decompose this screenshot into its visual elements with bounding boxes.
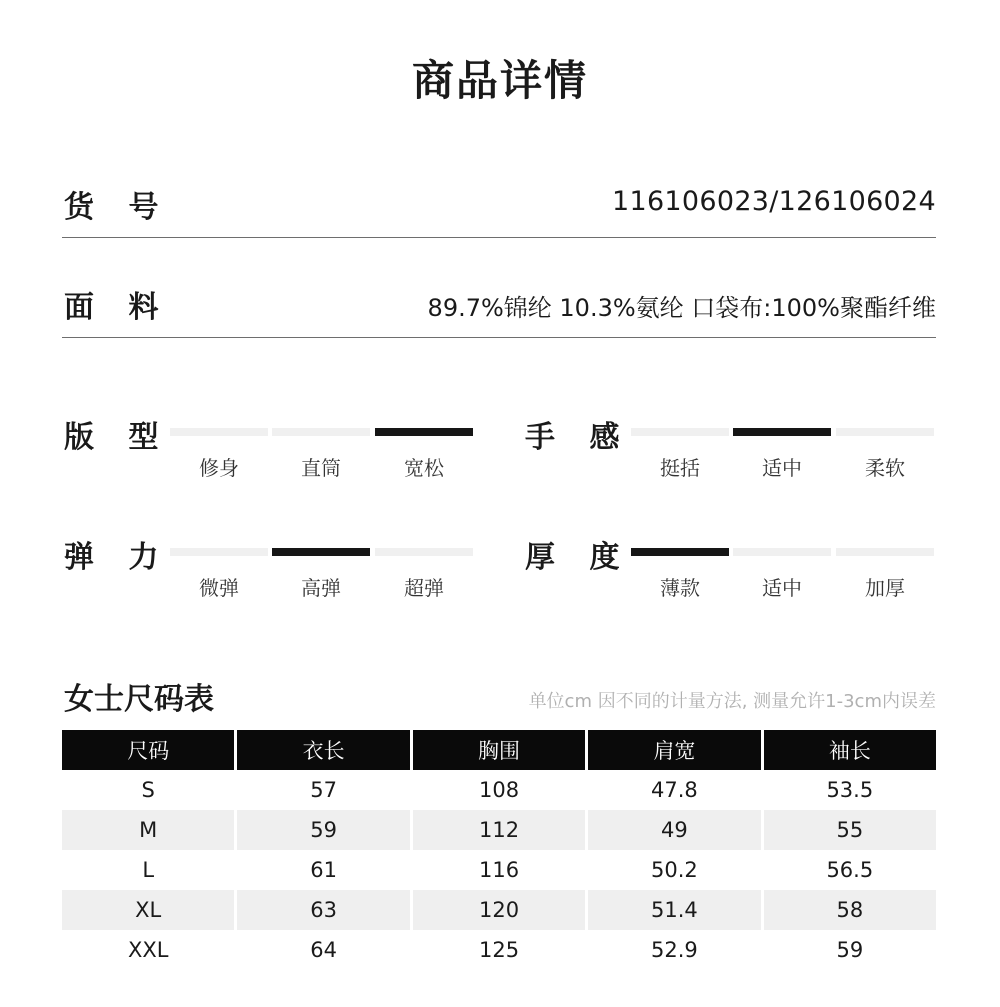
table-header-cell: 衣长 xyxy=(237,730,409,770)
fit-scale-segment xyxy=(272,428,370,436)
attr-feel-label: 手 感 xyxy=(525,420,632,455)
table-cell: 49 xyxy=(588,810,760,850)
sku-label: 货 号 xyxy=(64,190,171,225)
thickness-option-label: 薄款 xyxy=(660,576,700,600)
thickness-scale-segment xyxy=(631,548,729,556)
stretch-option-label: 高弹 xyxy=(301,576,341,600)
feel-scale-segment xyxy=(631,428,729,436)
attr-fit-label: 版 型 xyxy=(64,420,171,455)
size-chart-title: 女士尺码表 xyxy=(64,682,214,717)
thickness-scale-segment xyxy=(733,548,831,556)
fabric-row xyxy=(62,238,936,338)
table-cell: 108 xyxy=(478,778,520,802)
sku-row xyxy=(62,138,936,238)
stretch-scale-segment xyxy=(170,548,268,556)
table-cell: 57 xyxy=(310,778,337,802)
size-table xyxy=(62,730,936,970)
table-row xyxy=(62,770,936,810)
thickness-option-label: 适中 xyxy=(762,576,802,600)
size-chart-note: 单位cm 因不同的计量方法, 测量允许1-3cm内误差 xyxy=(528,691,936,712)
feel-option-label: 挺括 xyxy=(660,456,700,480)
table-cell: 63 xyxy=(237,890,409,930)
table-cell: 50.2 xyxy=(651,858,698,882)
sku-value: 116106023/126106024 xyxy=(611,186,936,217)
attr-thickness xyxy=(525,532,945,612)
table-cell: 51.4 xyxy=(588,890,760,930)
table-cell: 125 xyxy=(478,938,520,962)
table-cell: S xyxy=(141,778,155,802)
table-row xyxy=(62,810,936,850)
attr-fit xyxy=(64,412,484,492)
fabric-label: 面 料 xyxy=(64,290,171,325)
fit-option-label: 直筒 xyxy=(301,456,341,480)
fit-option-label: 修身 xyxy=(199,456,239,480)
table-cell: M xyxy=(62,810,234,850)
page-title: 商品详情 xyxy=(411,56,588,105)
table-cell: 116 xyxy=(478,858,520,882)
table-header-cell: 胸围 xyxy=(413,730,585,770)
fabric-value: 89.7%锦纶 10.3%氨纶 口袋布:100%聚酯纤维 xyxy=(427,294,936,322)
table-header-cell: 尺码 xyxy=(62,730,234,770)
feel-option-label: 柔软 xyxy=(865,456,905,480)
table-row xyxy=(62,850,936,890)
fit-scale-segment xyxy=(170,428,268,436)
thickness-option-label: 加厚 xyxy=(865,576,905,600)
table-cell: 53.5 xyxy=(826,778,874,802)
fit-scale-segment xyxy=(375,428,473,436)
stretch-scale-segment xyxy=(272,548,370,556)
attr-thickness-label: 厚 度 xyxy=(525,540,632,575)
size-table-header xyxy=(62,730,936,770)
table-cell: 52.9 xyxy=(651,938,698,962)
table-row xyxy=(62,930,936,970)
stretch-option-label: 超弹 xyxy=(404,576,444,600)
table-cell: 59 xyxy=(237,810,409,850)
thickness-scale-segment xyxy=(836,548,934,556)
attr-stretch-label: 弹 力 xyxy=(64,540,171,575)
table-cell: 64 xyxy=(310,938,337,962)
table-cell: 56.5 xyxy=(826,858,874,882)
table-cell: 55 xyxy=(764,810,936,850)
stretch-scale-segment xyxy=(375,548,473,556)
table-header-cell: 袖长 xyxy=(764,730,936,770)
table-row xyxy=(62,890,936,930)
attr-stretch xyxy=(64,532,484,612)
stretch-option-label: 微弹 xyxy=(199,576,239,600)
fit-option-label: 宽松 xyxy=(404,456,444,480)
table-cell: 120 xyxy=(413,890,585,930)
table-cell: L xyxy=(142,858,155,882)
feel-scale-segment xyxy=(733,428,831,436)
table-cell: 59 xyxy=(836,938,864,962)
attr-feel xyxy=(525,412,945,492)
table-cell: XXL xyxy=(127,938,169,962)
table-cell: 112 xyxy=(413,810,585,850)
table-cell: 58 xyxy=(764,890,936,930)
feel-option-label: 适中 xyxy=(762,456,802,480)
table-cell: 47.8 xyxy=(651,778,698,802)
table-cell: XL xyxy=(62,890,234,930)
table-cell: 61 xyxy=(310,858,337,882)
table-header-cell: 肩宽 xyxy=(588,730,760,770)
feel-scale-segment xyxy=(836,428,934,436)
